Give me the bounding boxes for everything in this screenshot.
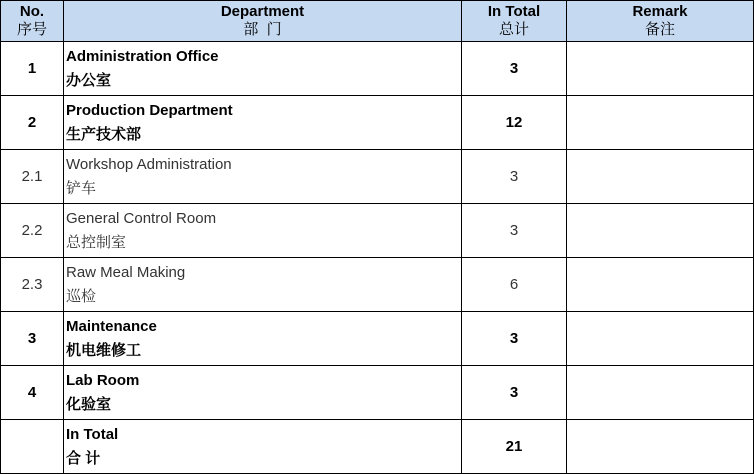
remark-cell	[567, 366, 754, 420]
department-cell	[64, 204, 462, 258]
header-department	[64, 1, 462, 42]
department-name-zh: 办公室	[66, 72, 112, 89]
header-row	[1, 1, 754, 42]
total-cell: 3	[462, 42, 567, 96]
total-cell: 3	[462, 204, 567, 258]
total-cell: 3	[462, 312, 567, 366]
department-name-en: Workshop Administration	[66, 156, 232, 173]
header-remark-zh: 备注	[644, 21, 675, 38]
department-name-en: In Total	[66, 426, 119, 443]
table-row	[1, 258, 754, 312]
table-row	[1, 204, 754, 258]
total-cell: 12	[462, 96, 567, 150]
row-number: 4	[1, 366, 64, 420]
row-number: 1	[1, 42, 64, 96]
department-cell	[64, 420, 462, 474]
header-total-zh: 总计	[498, 21, 529, 38]
department-name-en: Maintenance	[66, 318, 157, 335]
department-cell	[64, 96, 462, 150]
grand-total-cell: 21	[462, 420, 567, 474]
department-name-zh: 合 计	[66, 450, 101, 467]
row-number: 2.3	[1, 258, 64, 312]
remark-cell	[567, 150, 754, 204]
department-cell	[64, 150, 462, 204]
remark-cell	[567, 204, 754, 258]
header-department-en: Department	[220, 3, 305, 20]
remark-cell	[567, 96, 754, 150]
header-no-en: No.	[19, 3, 45, 20]
total-cell: 6	[462, 258, 567, 312]
remark-cell	[567, 258, 754, 312]
department-name-zh: 总控制室	[66, 234, 127, 251]
total-cell: 3	[462, 366, 567, 420]
remark-cell	[567, 42, 754, 96]
department-name-zh: 巡检	[66, 288, 97, 305]
header-remark	[567, 1, 754, 42]
department-name-en: General Control Room	[66, 210, 217, 227]
row-number: 3	[1, 312, 64, 366]
department-name-zh: 铲车	[66, 180, 97, 197]
department-name-en: Raw Meal Making	[66, 264, 186, 281]
table-row	[1, 42, 754, 96]
total-row	[1, 420, 754, 474]
header-no	[1, 1, 64, 42]
table-row	[1, 366, 754, 420]
row-number: 2.1	[1, 150, 64, 204]
header-remark-en: Remark	[632, 3, 688, 20]
header-total	[462, 1, 567, 42]
row-number: 2	[1, 96, 64, 150]
total-cell: 3	[462, 150, 567, 204]
header-total-en: In Total	[487, 3, 541, 20]
header-department-zh: 部 门	[243, 21, 282, 38]
department-cell	[64, 312, 462, 366]
department-cell	[64, 258, 462, 312]
department-name-en: Production Department	[66, 102, 233, 119]
table-row	[1, 312, 754, 366]
row-number	[1, 420, 64, 474]
header-no-zh: 序号	[16, 21, 47, 38]
department-cell	[64, 366, 462, 420]
remark-cell	[567, 312, 754, 366]
department-cell	[64, 42, 462, 96]
department-name-en: Lab Room	[66, 372, 140, 389]
department-name-en: Administration Office	[66, 48, 219, 65]
department-name-zh: 机电维修工	[66, 342, 142, 359]
row-number: 2.2	[1, 204, 64, 258]
table-row	[1, 96, 754, 150]
remark-cell	[567, 420, 754, 474]
department-name-zh: 化验室	[66, 396, 112, 413]
table-row	[1, 150, 754, 204]
department-name-zh: 生产技术部	[66, 126, 142, 143]
